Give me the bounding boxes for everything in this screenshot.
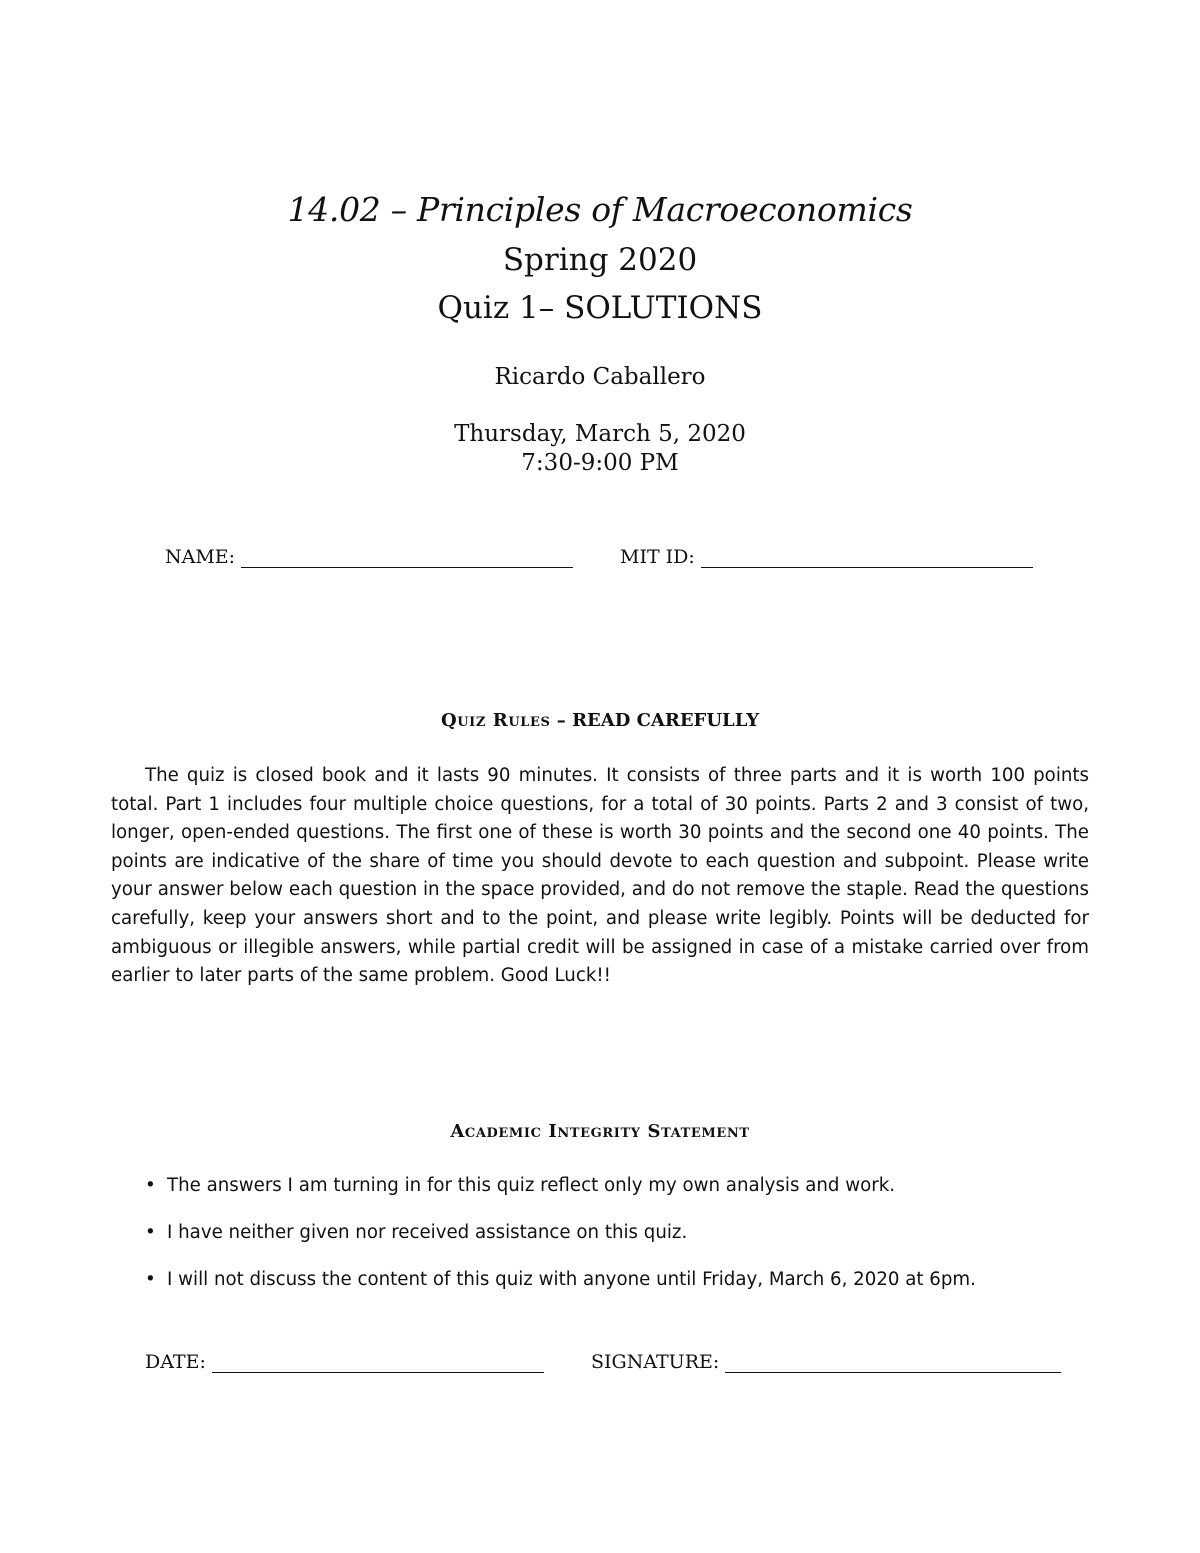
rules-heading-rest: – READ CAREFULLY — [550, 710, 760, 731]
mit-id-input-line[interactable] — [701, 547, 1033, 568]
signature-input-line[interactable] — [725, 1352, 1061, 1373]
term: Spring 2020 — [502, 242, 698, 278]
quiz-date: Thursday, March 5, 2020 — [454, 421, 746, 447]
integrity-item-text: I will not discuss the content of this quiz with anyone until Friday, March 6, 2020 at 6pm. — [167, 1269, 976, 1290]
integrity-item — [145, 1222, 687, 1243]
integrity-item-text: The answers I am turning in for this quiz reflect only my own analysis and work. — [167, 1175, 896, 1196]
integrity-item — [145, 1175, 895, 1196]
integrity-heading: Academic Integrity Statement — [450, 1121, 750, 1142]
integrity-item — [145, 1269, 976, 1290]
mit-id-label: MIT ID: — [620, 546, 695, 568]
quiz-time: 7:30-9:00 PM — [521, 450, 679, 476]
date-field[interactable] — [145, 1351, 544, 1373]
signature-field[interactable] — [591, 1351, 1061, 1373]
name-input-line[interactable] — [241, 547, 573, 568]
date-input-line[interactable] — [212, 1352, 544, 1373]
bullet-icon: • — [145, 1175, 156, 1196]
bullet-icon: • — [145, 1269, 156, 1290]
course-title: 14.02 – Principles of Macroeconomics — [287, 190, 913, 229]
integrity-item-text: I have neither given nor received assistance on this quiz. — [167, 1222, 688, 1243]
date-label: DATE: — [145, 1351, 206, 1373]
rules-heading-smallcaps: Quiz Rules — [440, 710, 551, 731]
bullet-icon: • — [145, 1222, 156, 1243]
mit-id-field[interactable] — [620, 546, 1033, 568]
signature-label: SIGNATURE: — [591, 1351, 720, 1373]
rules-heading — [0, 710, 1200, 731]
instructor-name: Ricardo Caballero — [494, 364, 706, 390]
name-field[interactable] — [165, 546, 573, 568]
rules-body: The quiz is closed book and it lasts 90 minutes. It consists of three parts and it is worth 100 points total. Part 1 includes four multiple choice questions, for a total of 30 points. Parts 2 and 3 consist of two, longer, open-ended questions. The first one of these is worth 30 points and the second one 40 points. The points are indicative of the share of time you should devote to each question and subpoint. Please write your answer below each question in the space provided, and do not remove the staple. Read the questions carefully, keep your answers short and to the point, and please write legibly. Points will be deducted for ambiguous or illegible answers, while partial credit will be assigned in case of a mistake carried over from earlier to later parts of the same problem. Good Luck!! — [111, 765, 1089, 987]
name-label: NAME: — [165, 546, 236, 568]
quiz-title: Quiz 1– SOLUTIONS — [437, 290, 763, 326]
